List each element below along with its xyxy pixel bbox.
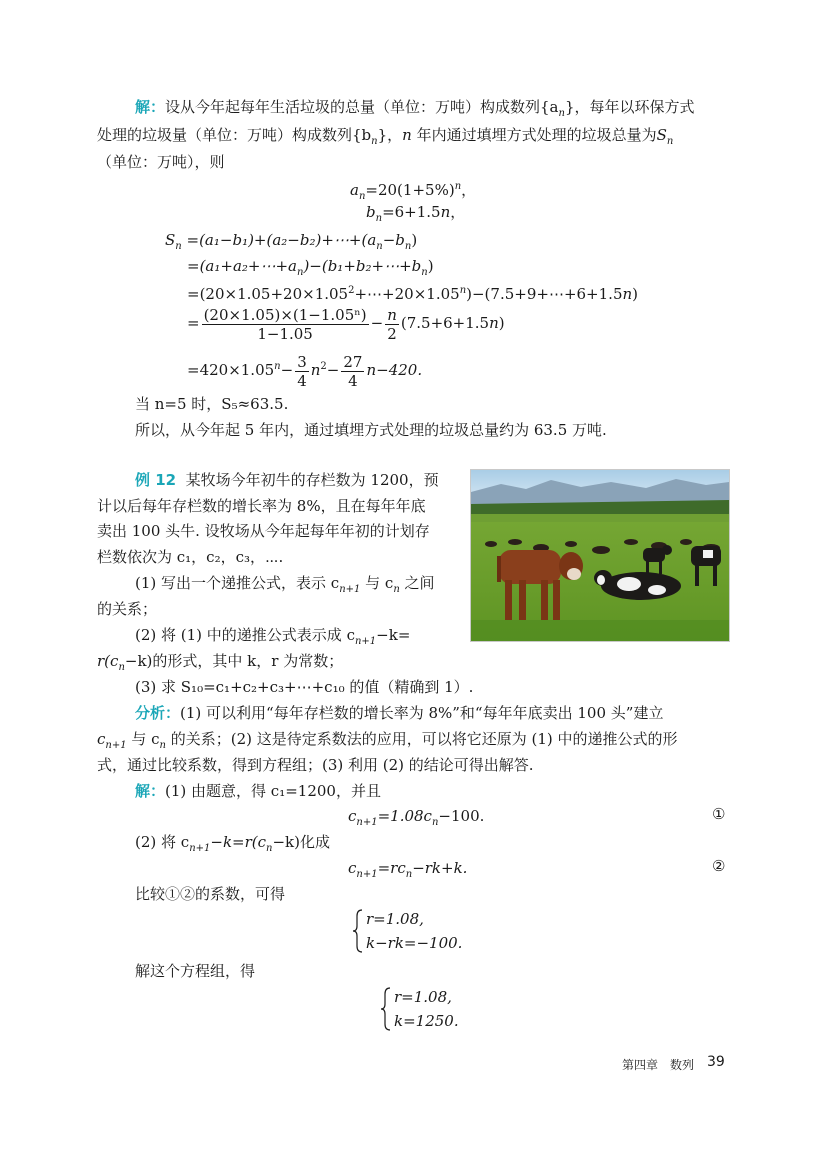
- cattle-pasture-illustration: [471, 470, 729, 641]
- solution2-line-3: 比较①②的系数，可得: [135, 885, 286, 903]
- page-number: 39: [707, 1054, 725, 1070]
- question-2: (2) 将 (1) 中的递推公式表示成 $c_{n+1}-k=$: [135, 626, 411, 647]
- analysis-line-2: $c_{n+1}$ 与 $c_n$ 的关系；(2) 这是待定系数法的应用，可以将它还原为 (1) 中的递推公式的形: [97, 730, 678, 751]
- equation-an: $a_n=20(1+5\%)^n$，: [350, 181, 477, 202]
- question-3: (3) 求 S₁₀=c₁+c₂+c₃+⋯+c₁₀ 的值（精确到 1）.: [135, 678, 474, 696]
- analysis-line-3: 式，通过比较系数，得到方程组；(3) 利用 (2) 的结论可得出解答.: [97, 756, 534, 774]
- solution2-line-2: (2) 将 $c_{n+1}-k=r(c_n-k)$化成: [135, 833, 330, 854]
- system1-eq-1: r=1.08,: [366, 910, 424, 928]
- solution-line-3: （单位：万吨），则: [97, 153, 225, 171]
- question-2-cont: $r(c_n-k)$的形式，其中 k，r 为常数；: [97, 652, 344, 673]
- solution-label: 解：: [135, 98, 166, 116]
- brace-system-2: [380, 986, 392, 1032]
- example-label: 例 12: [135, 471, 177, 489]
- analysis-label: 分析：: [135, 704, 181, 722]
- equation-marker-1: ①: [712, 805, 726, 823]
- equation-sn-4: = $\frac{\text{(20×1.05)×(1−1.05ⁿ)}}{1-1.05}$ − $\frac{n}{2}$ (7.5+6+1.5n): [187, 305, 505, 343]
- example-line-4: 栏数依次为 c₁，c₂，c₃，⋯.: [97, 548, 284, 566]
- system2-eq-2: k=1250.: [394, 1012, 459, 1030]
- example-line-3: 卖出 100 头牛. 设牧场从今年起每年年初的计划存: [97, 522, 430, 540]
- equation-2: $c_{n+1}=rc_n-rk+k$.: [348, 859, 468, 880]
- analysis-line-1: 分析：(1) 可以利用“每年存栏数的增长率为 8%”和“每年年底卖出 100 头”建立: [135, 704, 664, 722]
- example-line-1: 例 12 某牧场今年初牛的存栏数为 1200，预: [135, 471, 439, 489]
- equation-1: $c_{n+1}=1.08c_n-100$.: [348, 807, 485, 828]
- when-n-equals-5: 当 n=5 时，S₅≈63.5.: [135, 395, 289, 413]
- solution-line-1: 解：设从今年起每年生活垃圾的总量（单位：万吨）构成数列$\{a_n\}$，每年以环保方式: [135, 98, 695, 119]
- chapter-footer: 第四章 数列: [622, 1058, 695, 1072]
- equation-sn-3: $=(20\times 1.05+20\times 1.05^2+\cdots+20\times 1.05^n)-(7.5+9+\cdots+6+1.5n)$: [187, 285, 639, 303]
- cattle-pasture-photo: [470, 469, 730, 642]
- equation-sn-2: $=(a_1+a_2+\cdots+a_n)-(b_1+b_2+\cdots+b_n)$: [187, 257, 434, 278]
- question-1: (1) 写出一个递推公式，表示 $c_{n+1}$ 与 $c_n$ 之间: [135, 574, 435, 595]
- equation-marker-2: ②: [712, 857, 726, 875]
- solution-line-2: 处理的垃圾量（单位：万吨）构成数列$\{b_n\}$，n 年内通过填埋方式处理的垃圾总量为$S_n$: [97, 126, 674, 147]
- solution2-label: 解：: [135, 782, 166, 800]
- brace-system-1: [352, 908, 364, 954]
- conclusion: 所以，从今年起 5 年内，通过填埋方式处理的垃圾总量约为 63.5 万吨.: [135, 421, 607, 439]
- system2-eq-1: r=1.08,: [394, 988, 452, 1006]
- equation-bn: $b_n=6+1.5n$，: [366, 203, 466, 224]
- example-line-2: 计以后每年存栏数的增长率为 8%，且在每年年底: [97, 497, 426, 515]
- system1-eq-2: k−rk=−100.: [366, 934, 463, 952]
- solution2-line-1: 解：(1) 由题意，得 c₁=1200，并且: [135, 782, 381, 800]
- question-1-cont: 的关系；: [97, 600, 158, 618]
- solution2-line-4: 解这个方程组，得: [135, 962, 256, 980]
- equation-sn-5: $=420\times 1.05^n-$ $\frac{3}{4}$ $n^2-$ $\frac{27}{4}$ n−420.: [187, 352, 423, 390]
- equation-sn-1: $S_n$ $=(a_1-b_1)+(a_2-b_2)+\cdots+(a_n-b_n)$: [165, 231, 418, 252]
